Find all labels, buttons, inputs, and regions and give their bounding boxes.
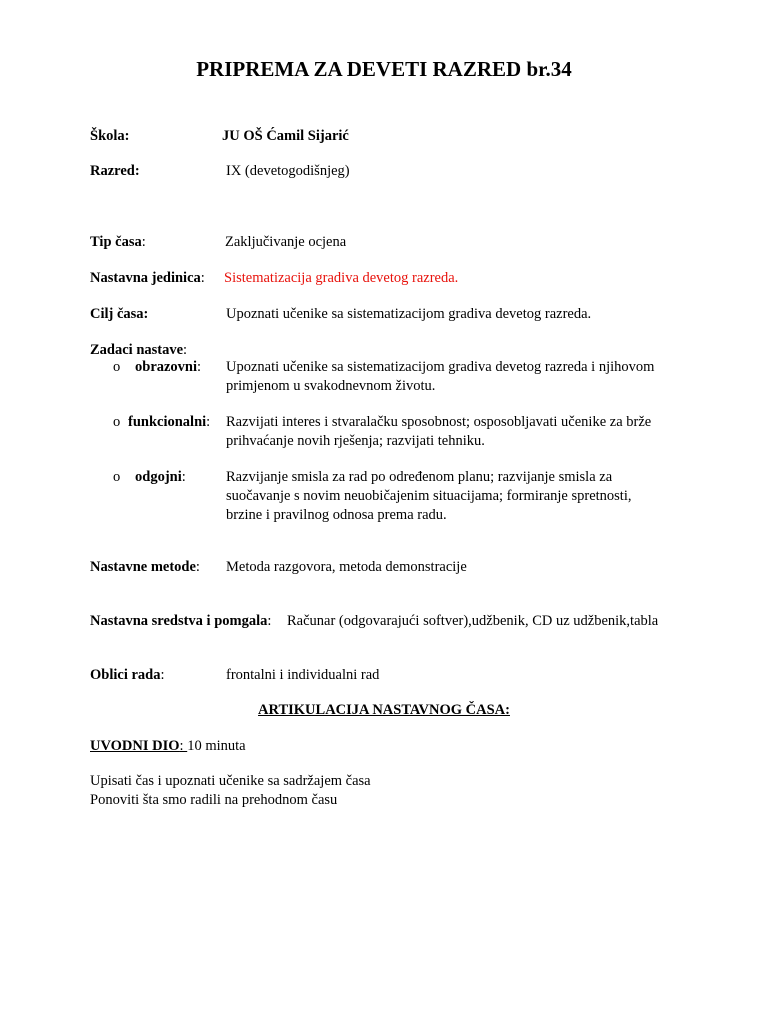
obrazovni-label: obrazovni [135, 359, 198, 375]
nastavna-jedinica-colon: : [200, 270, 205, 286]
bullet-funkcionalni: o [113, 414, 121, 430]
odgojni-label: odgojni [135, 469, 182, 485]
bullet-odgojni: o [113, 469, 121, 485]
funkcionalni-label: funkcionalni [128, 414, 207, 430]
uvodni-dio-colon: : [179, 738, 188, 754]
nastavna-jedinica-label: Nastavna jedinica [90, 270, 201, 286]
obrazovni-label-row [135, 358, 201, 377]
nastavna-sredstva-value: Računar (odgovarajući softver),udžbenik, CD uz udžbenik,tabla [287, 613, 659, 629]
artikulacija-heading: ARTIKULACIJA NASTAVNOG ČASA: [258, 702, 510, 718]
funkcionalni-label-row [128, 413, 210, 432]
odgojni-line-3: brzine i pravilnog odnosa prema radu. [226, 507, 447, 523]
nastavne-metode-colon: : [195, 559, 200, 575]
uvodni-dio-row [90, 737, 246, 756]
nastavna-jedinica-value: Sistematizacija gradiva devetog razreda. [224, 270, 459, 286]
nastavna-sredstva-row [90, 612, 271, 631]
uvodni-dio-value: 10 minuta [187, 738, 246, 754]
uvodni-line-2: Ponoviti šta smo radili na prehodnom času [90, 792, 338, 808]
obrazovni-line-1: Upoznati učenike sa sistematizacijom gradiva devetog razreda i njihovom [226, 359, 655, 375]
tip-casa-row [90, 233, 146, 252]
nastavna-sredstva-label: Nastavna sredstva i pomgala [90, 613, 268, 629]
odgojni-label-row [135, 468, 186, 487]
tip-casa-label: Tip časa [90, 234, 142, 250]
bullet-obrazovni: o [113, 359, 121, 375]
odgojni-colon: : [181, 469, 186, 485]
nastavne-metode-label: Nastavne metode [90, 559, 196, 575]
uvodni-dio-label: UVODNI DIO [90, 738, 180, 754]
tip-casa-colon: : [141, 234, 146, 250]
uvodni-line-1: Upisati čas i upoznati učenike sa sadržajem časa [90, 773, 371, 789]
nastavne-metode-value: Metoda razgovora, metoda demonstracije [226, 559, 467, 575]
oblici-rada-label: Oblici rada [90, 667, 161, 683]
zadaci-colon: : [183, 342, 188, 358]
funkcionalni-line-2: prihvaćanje novih rješenja; razvijati tehniku. [226, 433, 485, 449]
nastavne-metode-row [90, 558, 200, 577]
tip-casa-value: Zaključivanje ocjena [225, 234, 347, 250]
nastavna-jedinica-row [90, 269, 205, 288]
funkcionalni-line-1: Razvijati interes i stvaralačku sposobnost; osposobljavati učenike za brže [226, 414, 652, 430]
skola-label: Škola: [90, 128, 130, 144]
nastavna-sredstva-colon: : [267, 613, 272, 629]
skola-value: JU OŠ Ćamil Sijarić [222, 128, 349, 144]
razred-label: Razred: [90, 163, 140, 179]
oblici-rada-colon: : [160, 667, 165, 683]
zadaci-label: Zadaci nastave [90, 342, 184, 358]
obrazovni-line-2: primjenom u svakodnevnom životu. [226, 378, 436, 394]
razred-value: IX (devetogodišnjeg) [226, 163, 350, 179]
odgojni-line-1: Razvijanje smisla za rad po određenom planu; razvijanje smisla za [226, 469, 613, 485]
oblici-rada-row [90, 666, 165, 685]
cilj-casa-label: Cilj časa: [90, 306, 149, 322]
funkcionalni-colon: : [206, 414, 211, 430]
obrazovni-colon: : [197, 359, 202, 375]
document-title: PRIPREMA ZA DEVETI RAZRED br.34 [196, 57, 572, 81]
cilj-casa-value: Upoznati učenike sa sistematizacijom gradiva devetog razreda. [226, 306, 592, 322]
oblici-rada-value: frontalni i individualni rad [226, 667, 380, 683]
odgojni-line-2: suočavanje s novim neuobičajenim situacijama; formiranje spretnosti, [226, 488, 632, 504]
